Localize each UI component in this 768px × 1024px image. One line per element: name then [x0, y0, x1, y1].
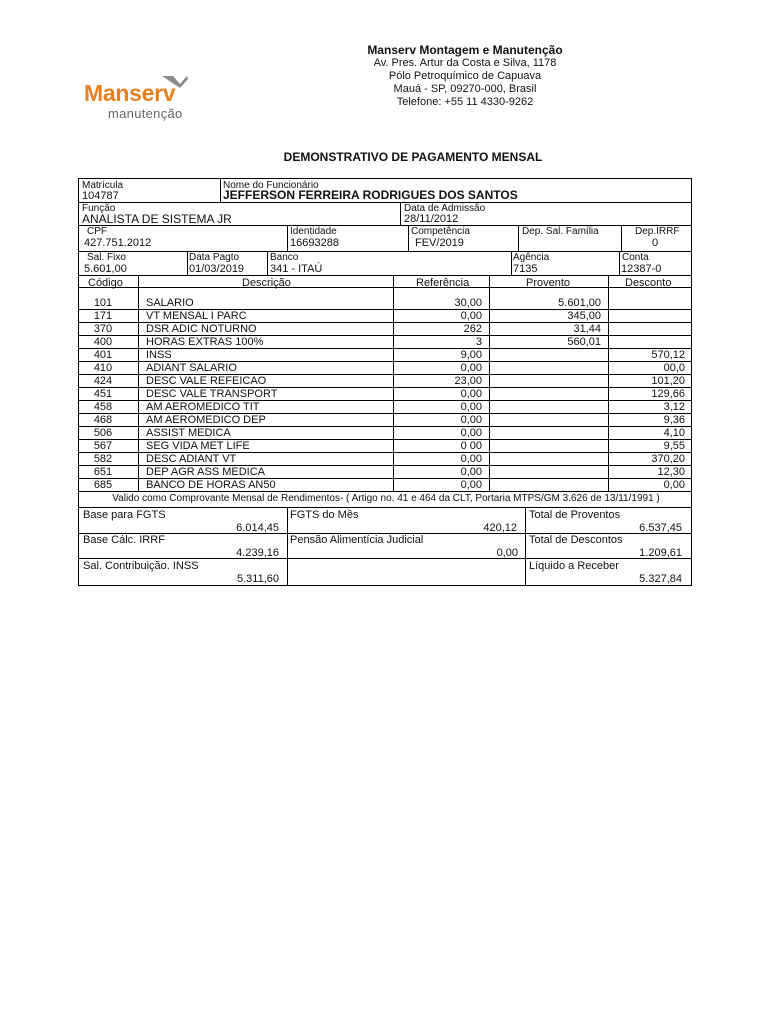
- funcao-label: Função: [82, 203, 116, 214]
- base-irrf-value: 4.239,16: [236, 547, 279, 559]
- admissao-value: 28/11/2012: [404, 213, 459, 225]
- conta-value: 12387-0: [621, 263, 662, 275]
- liquido-label: Líquido a Receber: [529, 560, 619, 572]
- item-descricao: DESC ADIANT VT: [146, 453, 237, 465]
- item-codigo: 458: [93, 401, 113, 413]
- col-descricao: Descrição: [242, 277, 291, 289]
- banco-value: 341 - ITAÚ: [270, 263, 323, 275]
- item-referencia: 0,00: [460, 453, 482, 465]
- fgts-mes-value: 420,12: [483, 522, 517, 534]
- item-desconto: [611, 310, 685, 322]
- fgts-mes-label: FGTS do Mês: [290, 509, 359, 521]
- item-codigo: 401: [93, 349, 113, 361]
- item-desconto: 0,00: [663, 479, 685, 491]
- matricula-label: Matrícula: [82, 180, 124, 191]
- item-referencia: 0,00: [460, 401, 482, 413]
- item-desconto: 101,20: [651, 375, 685, 387]
- nome-value: JEFFERSON FERREIRA RODRIGUES DOS SANTOS: [223, 188, 518, 202]
- total-descontos-value: 1.209,61: [639, 547, 682, 559]
- item-provento: [493, 466, 601, 478]
- item-referencia: 3: [475, 336, 482, 348]
- data-pagto-label: Data Pagto: [189, 252, 240, 263]
- item-descricao: HORAS EXTRAS 100%: [146, 336, 264, 348]
- address-line: Pólo Petroquímico de Capuava: [388, 70, 542, 82]
- funcao-value: ANALISTA DE SISTEMA JR: [82, 212, 232, 226]
- dep-irrf-value: 0: [652, 237, 659, 249]
- total-proventos-label: Total de Proventos: [529, 509, 621, 521]
- item-referencia: 23,00: [454, 375, 482, 387]
- base-fgts-label: Base para FGTS: [83, 509, 166, 521]
- address-line: Av. Pres. Artur da Costa e Silva, 1178: [373, 57, 557, 69]
- item-descricao: VT MENSAL I PARC: [146, 310, 247, 322]
- item-desconto: 4,10: [663, 427, 685, 439]
- item-provento: [493, 440, 601, 452]
- logo-wordmark: Manserv: [84, 80, 176, 106]
- item-descricao: DESC VALE TRANSPORT: [146, 388, 278, 400]
- item-descricao: DEP AGR ASS MEDICA: [146, 466, 266, 478]
- item-referencia: 0,00: [460, 362, 482, 374]
- item-desconto: 12,30: [657, 466, 685, 478]
- item-codigo: 410: [93, 362, 113, 374]
- agencia-value: 7135: [513, 263, 538, 275]
- item-referencia: 262: [463, 323, 482, 335]
- data-pagto-value: 01/03/2019: [189, 263, 245, 275]
- item-descricao: ASSIST MEDICA: [146, 427, 231, 439]
- sal-fixo-label: Sal. Fixo: [87, 252, 126, 263]
- item-provento: [493, 453, 601, 465]
- col-desconto: Desconto: [625, 277, 672, 289]
- item-provento: [493, 349, 601, 361]
- item-descricao: SEG VIDA MET LIFE: [146, 440, 250, 452]
- banco-label: Banco: [270, 252, 299, 263]
- company-phone: Telefone: +55 11 4330-9262: [396, 96, 534, 108]
- item-codigo: 582: [93, 453, 113, 465]
- col-codigo: Código: [88, 277, 123, 289]
- company-info: [300, 43, 630, 109]
- item-codigo: 424: [93, 375, 113, 387]
- legal-note: Valido como Comprovante Mensal de Rendimentos- ( Artigo no. 41 e 464 da CLT, Portaria MTPS/GM 3.626 de 13/11/1991 ): [112, 493, 660, 504]
- item-provento: [493, 362, 601, 374]
- item-codigo: 685: [93, 479, 113, 491]
- item-descricao: DESC VALE REFEICAO: [146, 375, 267, 387]
- competencia-value: FEV/2019: [415, 237, 464, 249]
- item-descricao: SALARIO: [146, 297, 194, 309]
- item-desconto: 00,0: [663, 362, 685, 374]
- item-desconto: 9,36: [663, 414, 685, 426]
- logo-subtitle: manutenção: [108, 106, 183, 121]
- item-referencia: 0,00: [460, 479, 482, 491]
- item-desconto: [611, 323, 685, 335]
- liquido-value: 5.327,84: [639, 573, 682, 585]
- item-codigo: 451: [93, 388, 113, 400]
- total-descontos-label: Total de Descontos: [529, 534, 623, 546]
- item-referencia: 0 00: [460, 440, 482, 452]
- matricula-value: 104787: [82, 190, 119, 202]
- address-line: Mauá - SP, 09270-000, Brasil: [393, 83, 537, 95]
- admissao-label: Data de Admissão: [404, 203, 486, 214]
- item-provento: 345,00: [567, 310, 601, 322]
- item-provento: [493, 479, 601, 491]
- item-codigo: 506: [93, 427, 113, 439]
- item-provento: 31,44: [573, 323, 601, 335]
- pensao-value: 0,00: [496, 547, 518, 559]
- document-title: DEMONSTRATIVO DE PAGAMENTO MENSAL: [283, 150, 543, 164]
- item-descricao: AM AEROMEDICO TIT: [146, 401, 260, 413]
- item-desconto: 9,55: [663, 440, 685, 452]
- item-provento: 5.601,00: [558, 297, 601, 309]
- item-desconto: [611, 336, 685, 348]
- total-proventos-value: 6.537,45: [639, 522, 682, 534]
- item-descricao: ADIANT SALARIO: [146, 362, 237, 374]
- dep-sal-familia-label: Dep. Sal. Família: [522, 226, 599, 237]
- item-referencia: 9,00: [460, 349, 482, 361]
- item-descricao: AM AEROMEDICO DEP: [146, 414, 266, 426]
- item-provento: [493, 388, 601, 400]
- col-provento: Provento: [526, 277, 571, 289]
- company-logo: [84, 76, 204, 126]
- item-codigo: 171: [93, 310, 113, 322]
- sal-contrib-value: 5.311,60: [236, 573, 279, 585]
- base-irrf-label: Base Cálc. IRRF: [83, 534, 165, 546]
- sal-contrib-label: Sal. Contribuição. INSS: [83, 560, 199, 572]
- col-referencia: Referência: [416, 277, 470, 289]
- dep-irrf-label: Dep.IRRF: [635, 226, 680, 237]
- item-desconto: 570,12: [651, 349, 685, 361]
- sal-fixo-value: 5.601,00: [84, 263, 127, 275]
- cpf-label: CPF: [87, 226, 107, 237]
- item-codigo: 651: [93, 466, 113, 478]
- base-fgts-value: 6.014,45: [236, 522, 279, 534]
- item-referencia: 0,00: [460, 414, 482, 426]
- item-codigo: 567: [93, 440, 113, 452]
- item-provento: 560,01: [567, 336, 601, 348]
- item-desconto: 129,66: [651, 388, 685, 400]
- item-provento: [493, 401, 601, 413]
- item-referencia: 0,00: [460, 466, 482, 478]
- item-codigo: 468: [93, 414, 113, 426]
- item-provento: [493, 427, 601, 439]
- company-name: Manserv Montagem e Manutenção: [367, 43, 563, 57]
- item-referencia: 30,00: [454, 297, 482, 309]
- agencia-label: Agência: [513, 252, 550, 263]
- cpf-value: 427.751.2012: [84, 237, 152, 249]
- payslip-form: [78, 178, 692, 586]
- item-desconto: 370,20: [651, 453, 685, 465]
- item-descricao: INSS: [146, 349, 172, 361]
- item-descricao: DSR ADIC NOTURNO: [146, 323, 257, 335]
- item-codigo: 400: [93, 336, 113, 348]
- identidade-label: Identidade: [290, 226, 337, 237]
- item-codigo: 101: [93, 297, 113, 309]
- pensao-label: Pensão Alimentícia Judicial: [290, 534, 424, 546]
- nome-label: Nome do Funcionário: [223, 180, 319, 191]
- item-provento: [493, 375, 601, 387]
- item-provento: [493, 414, 601, 426]
- conta-label: Conta: [622, 252, 649, 263]
- item-desconto: [611, 297, 685, 309]
- item-referencia: 0,00: [460, 388, 482, 400]
- item-referencia: 0,00: [460, 427, 482, 439]
- item-descricao: BANCO DE HORAS AN50: [146, 479, 276, 491]
- competencia-label: Competência: [411, 226, 470, 237]
- item-referencia: 0,00: [460, 310, 482, 322]
- item-codigo: 370: [93, 323, 113, 335]
- item-desconto: 3,12: [663, 401, 685, 413]
- identidade-value: 16693288: [290, 237, 339, 249]
